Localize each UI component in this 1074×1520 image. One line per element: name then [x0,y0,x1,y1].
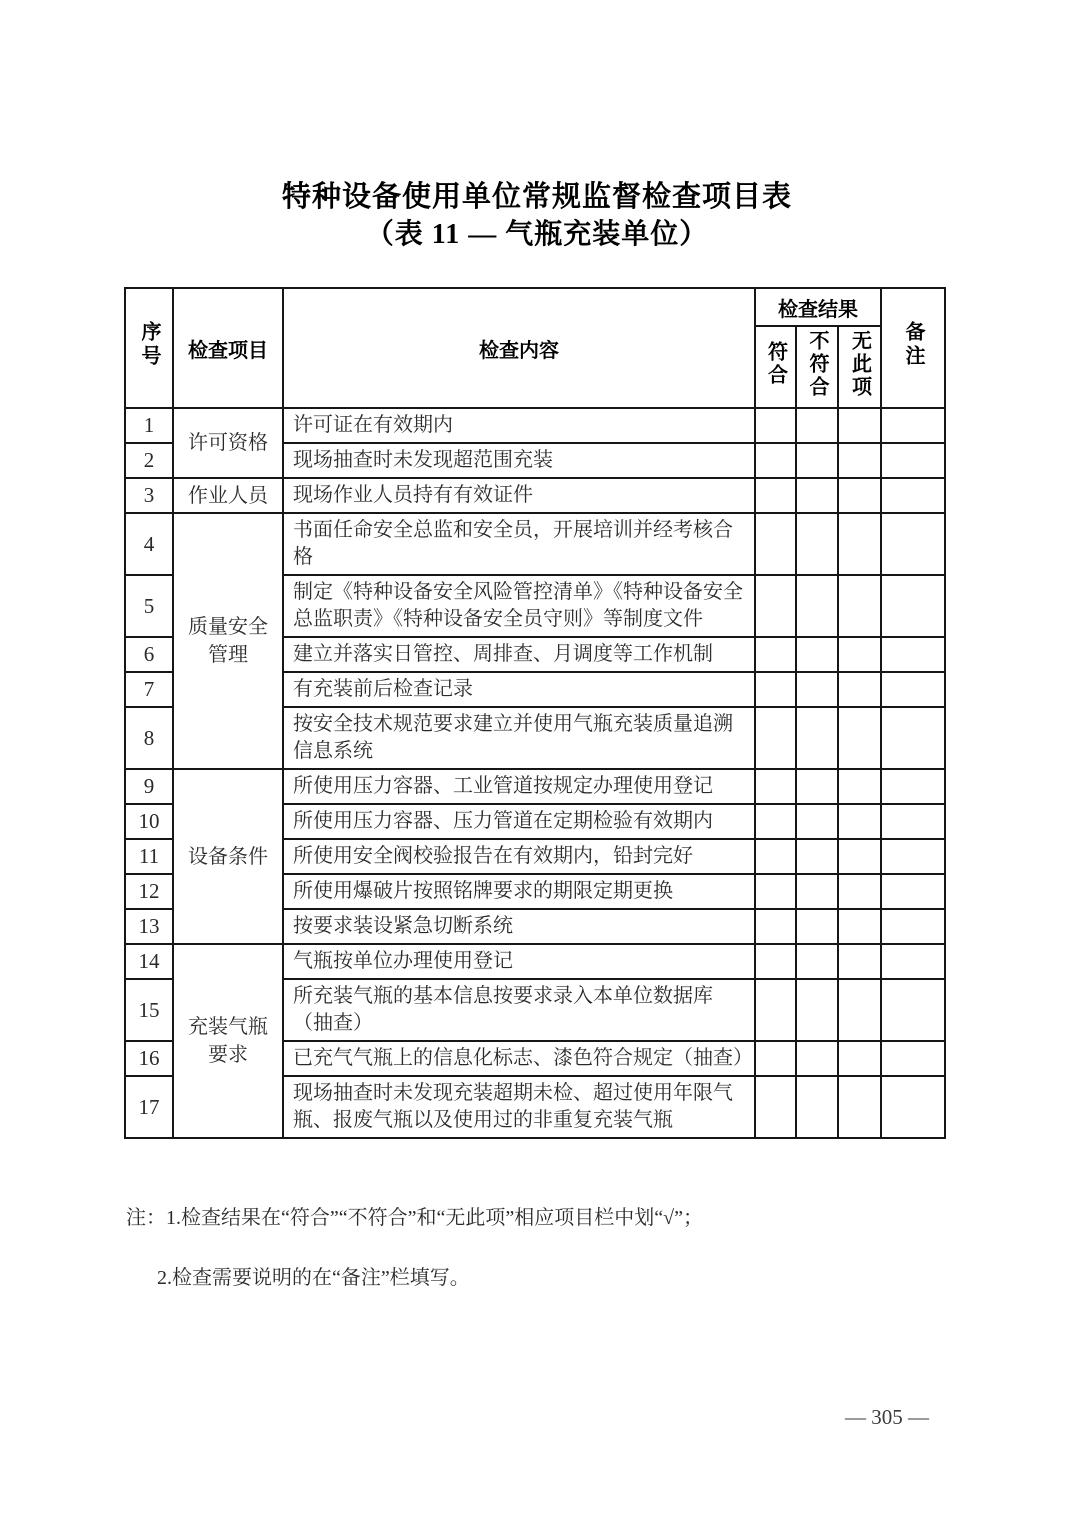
result-fail-cell [796,637,838,672]
result-pass-cell [755,769,796,804]
row-number-cell: 9 [125,769,173,804]
remark-cell [881,478,945,513]
remark-cell [881,513,945,575]
remark-cell [881,443,945,478]
row-number-cell: 15 [125,979,173,1041]
page-title: 特种设备使用单位常规监督检查项目表 [281,181,792,213]
result-na-cell [838,874,881,909]
result-na-cell [838,979,881,1041]
col-header-item: 检查项目 [173,288,283,408]
result-fail-cell [796,804,838,839]
table-row [125,944,945,979]
row-number-cell: 7 [125,672,173,707]
col-header-remark-label: 备注 [902,321,925,369]
result-na-cell [838,478,881,513]
result-pass-cell [755,513,796,575]
result-na-cell [838,443,881,478]
content-cell: 书面任命安全总监和安全员，开展培训并经考核合格 [283,513,755,575]
remark-cell [881,944,945,979]
row-number-cell: 6 [125,637,173,672]
col-header-index [125,288,173,408]
page-subtitle: （表 11 — 气瓶充装单位） [365,219,709,250]
col-header-result-group: 检查结果 [755,288,881,326]
result-fail-cell [796,769,838,804]
item-group-cell: 充装气瓶要求 [173,944,283,1138]
result-fail-cell [796,839,838,874]
result-fail-cell [796,513,838,575]
content-cell: 现场抽查时未发现充装超期未检、超过使用年限气瓶、报废气瓶以及使用过的非重复充装气瓶 [283,1076,755,1138]
row-number-cell: 3 [125,478,173,513]
content-cell: 按要求装设紧急切断系统 [283,909,755,944]
remark-cell [881,839,945,874]
remark-cell [881,707,945,769]
content-cell: 所使用爆破片按照铭牌要求的期限定期更换 [283,874,755,909]
header-row-top [125,288,945,326]
result-fail-cell [796,575,838,637]
table-header [125,288,945,408]
result-pass-cell [755,443,796,478]
result-fail-cell [796,443,838,478]
content-cell: 所使用压力容器、工业管道按规定办理使用登记 [283,769,755,804]
remark-cell [881,408,945,443]
col-header-result-fail-label: 不符合 [806,329,828,399]
result-pass-cell [755,874,796,909]
result-na-cell [838,1041,881,1076]
remark-cell [881,979,945,1041]
remark-cell [881,672,945,707]
remark-cell [881,769,945,804]
row-number-cell: 17 [125,1076,173,1138]
row-number-cell: 11 [125,839,173,874]
result-na-cell [838,769,881,804]
table-wrap [124,287,946,1139]
remark-cell [881,637,945,672]
result-fail-cell [796,672,838,707]
result-na-cell [838,637,881,672]
result-na-cell [838,575,881,637]
table-row [125,769,945,804]
inspection-table [124,287,946,1139]
content-cell: 所充装气瓶的基本信息按要求录入本单位数据库（抽查） [283,979,755,1041]
col-header-result-pass-label: 符合 [764,341,787,387]
result-pass-cell [755,1076,796,1138]
content-cell: 所使用压力容器、压力管道在定期检验有效期内 [283,804,755,839]
result-fail-cell [796,1041,838,1076]
result-pass-cell [755,707,796,769]
col-header-result-na [838,326,881,408]
row-number-cell: 16 [125,1041,173,1076]
row-number-cell: 14 [125,944,173,979]
result-fail-cell [796,707,838,769]
row-number-cell: 12 [125,874,173,909]
result-na-cell [838,672,881,707]
result-pass-cell [755,839,796,874]
result-pass-cell [755,979,796,1041]
content-cell: 有充装前后检查记录 [283,672,755,707]
content-cell: 制定《特种设备安全风险管控清单》《特种设备安全总监职责》《特种设备安全员守则》等制度文件 [283,575,755,637]
note-line-2: 2.检查需要说明的在“备注”栏填写。 [157,1267,470,1289]
result-na-cell [838,804,881,839]
remark-cell [881,1041,945,1076]
row-number-cell: 10 [125,804,173,839]
row-number-cell: 5 [125,575,173,637]
result-na-cell [838,839,881,874]
content-cell: 所使用安全阀校验报告在有效期内，铅封完好 [283,839,755,874]
content-cell: 气瓶按单位办理使用登记 [283,944,755,979]
row-number-cell: 2 [125,443,173,478]
remark-cell [881,1076,945,1138]
item-group-cell: 作业人员 [173,478,283,513]
remark-cell [881,575,945,637]
result-fail-cell [796,1076,838,1138]
row-number-cell: 4 [125,513,173,575]
result-fail-cell [796,408,838,443]
content-cell: 现场作业人员持有有效证件 [283,478,755,513]
content-cell: 现场抽查时未发现超范围充装 [283,443,755,478]
table-row [125,478,945,513]
col-header-index-label: 序号 [138,321,160,369]
item-group-cell: 许可资格 [173,408,283,478]
content-cell: 许可证在有效期内 [283,408,755,443]
result-pass-cell [755,944,796,979]
page-number: — 305 — [845,1405,929,1429]
remark-cell [881,909,945,944]
result-pass-cell [755,909,796,944]
col-header-remark [881,288,945,408]
remark-cell [881,874,945,909]
title-block [0,178,1074,254]
result-fail-cell [796,478,838,513]
result-fail-cell [796,979,838,1041]
col-header-result-fail [796,326,838,408]
result-pass-cell [755,478,796,513]
item-group-cell: 质量安全管理 [173,513,283,769]
result-fail-cell [796,909,838,944]
result-fail-cell [796,874,838,909]
result-na-cell [838,1076,881,1138]
result-na-cell [838,944,881,979]
row-number-cell: 13 [125,909,173,944]
content-cell: 已充气气瓶上的信息化标志、漆色符合规定（抽查） [283,1041,755,1076]
result-pass-cell [755,672,796,707]
content-cell: 建立并落实日管控、周排查、月调度等工作机制 [283,637,755,672]
row-number-cell: 1 [125,408,173,443]
result-na-cell [838,513,881,575]
result-fail-cell [796,944,838,979]
result-pass-cell [755,408,796,443]
row-number-cell: 8 [125,707,173,769]
table-row [125,408,945,443]
remark-cell [881,804,945,839]
col-header-result-pass [755,326,796,408]
result-na-cell [838,408,881,443]
table-row [125,513,945,575]
table-body [125,408,945,1138]
result-pass-cell [755,804,796,839]
col-header-content: 检查内容 [283,288,755,408]
note-line-1: 注：1.检查结果在“符合”“不符合”和“无此项”相应项目栏中划“√”； [126,1207,703,1229]
result-pass-cell [755,575,796,637]
col-header-result-na-label: 无此项 [848,329,871,399]
result-na-cell [838,707,881,769]
item-group-cell: 设备条件 [173,769,283,944]
result-pass-cell [755,637,796,672]
result-na-cell [838,909,881,944]
notes [126,1203,966,1293]
content-cell: 按安全技术规范要求建立并使用气瓶充装质量追溯信息系统 [283,707,755,769]
result-pass-cell [755,1041,796,1076]
